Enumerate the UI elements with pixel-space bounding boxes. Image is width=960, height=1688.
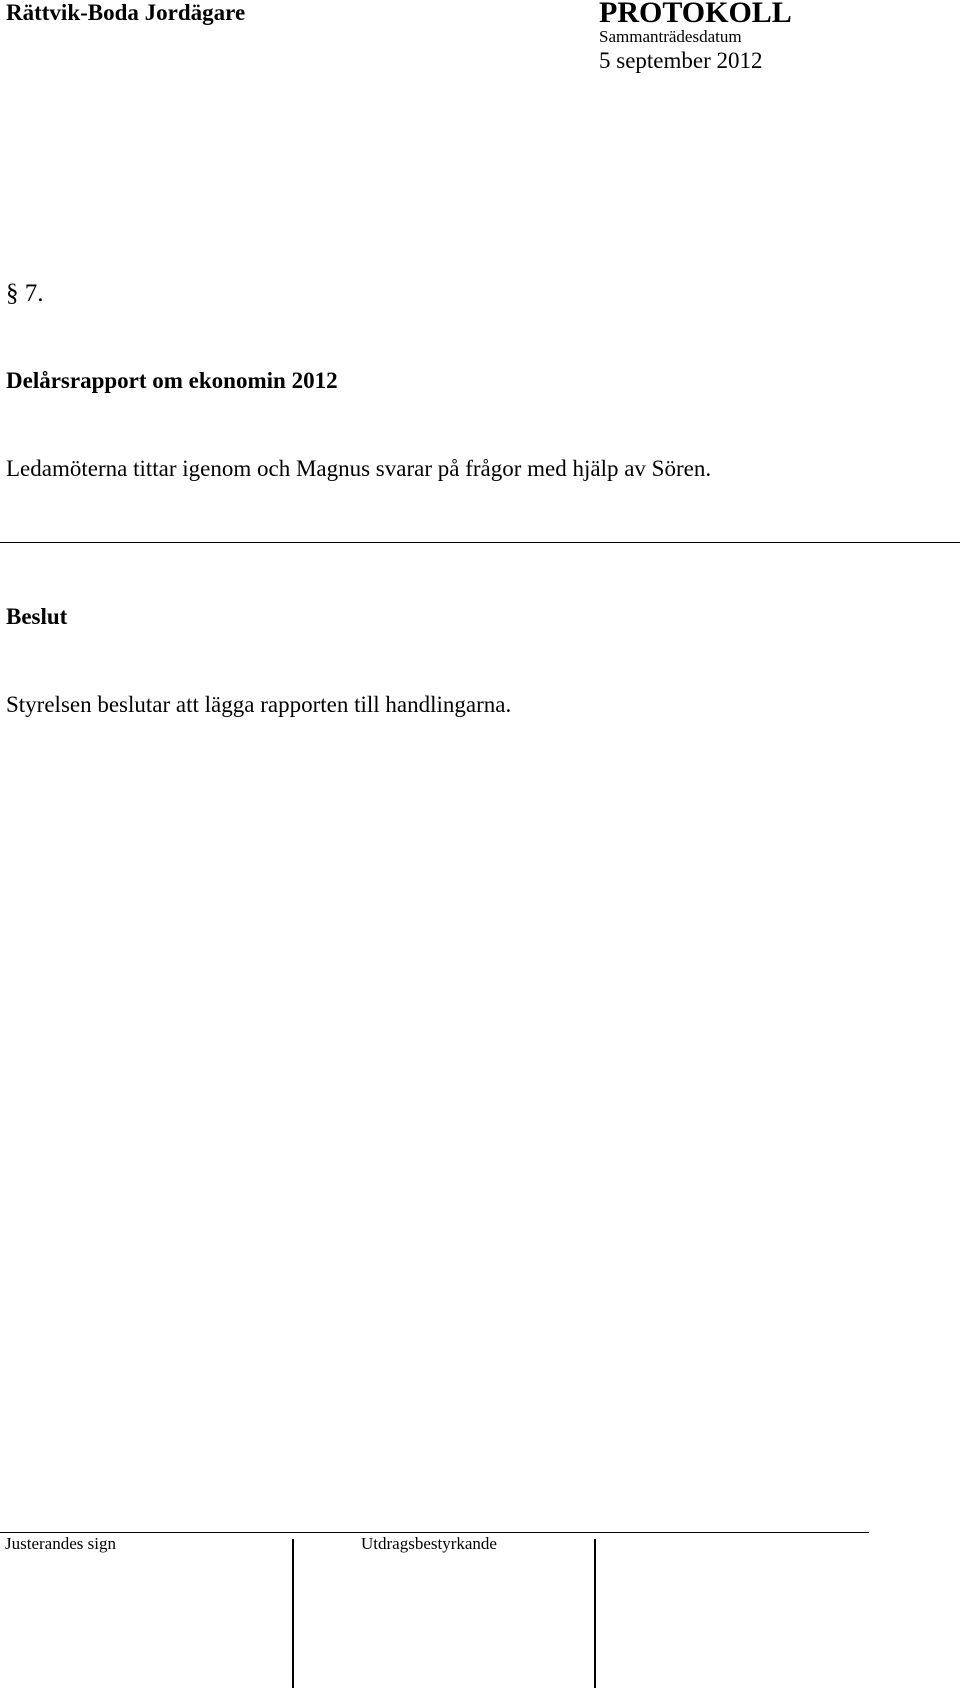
decision-text: Styrelsen beslutar att lägga rapporten till handlingarna. xyxy=(6,692,512,717)
section-text: Ledamöterna tittar igenom och Magnus svarar på frågor med hjälp av Sören. xyxy=(6,456,712,481)
footer-divider xyxy=(0,1532,869,1533)
signature-box-divider xyxy=(292,1539,294,1688)
signature-box-divider xyxy=(594,1539,596,1688)
meeting-date: 5 september 2012 xyxy=(599,48,763,73)
section-divider xyxy=(0,542,960,543)
adjuster-sign-label: Justerandes sign xyxy=(5,1534,116,1553)
document-type: PROTOKOLL xyxy=(599,0,792,29)
decision-title: Beslut xyxy=(6,604,68,629)
organization-name: Rättvik-Boda Jordägare xyxy=(6,0,246,25)
extract-certifier-label: Utdragsbestyrkande xyxy=(361,1534,497,1553)
paragraph-number: § 7. xyxy=(6,280,44,307)
section-title: Delårsrapport om ekonomin 2012 xyxy=(6,368,338,393)
meeting-date-label: Sammanträdesdatum xyxy=(599,27,742,46)
